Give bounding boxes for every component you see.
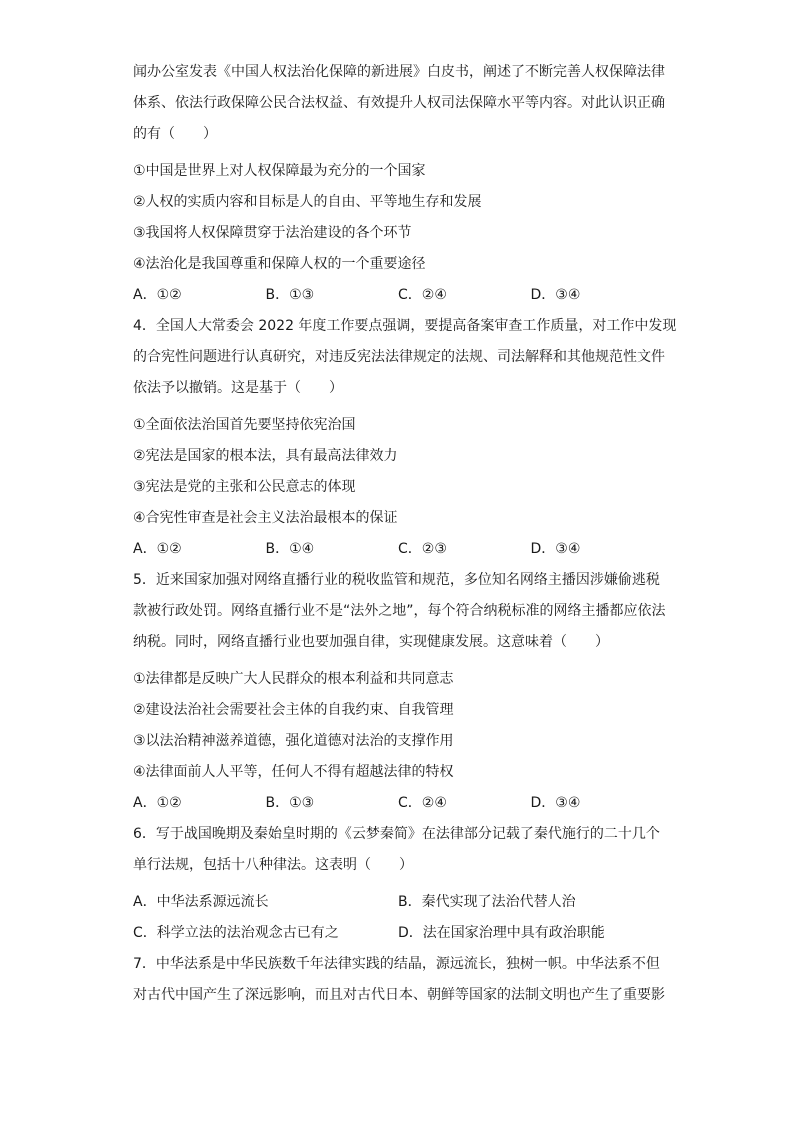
- question-4-choice-b: B．①④: [265, 541, 315, 557]
- question-5-choice-c: C．②④: [398, 795, 447, 811]
- question-5-line-2: 款被行政处罚。网络直播行业不是“法外之地”，每个符合纳税标准的网络主播都应依法: [133, 603, 666, 619]
- exam-page: [133, 62, 677, 1016]
- question-7-line-1: 7．中华法系是中华民族数千年法律实践的结晶，源远流长，独树一帜。中华法系不但: [133, 956, 660, 972]
- question-7-line-2: 对古代中国产生了深远影响，而且对古代日本、朝鲜等国家的法制文明也产生了重要影: [133, 987, 665, 1003]
- question-4-option-1: ①全面依法治国首先要坚持依宪治国: [133, 417, 356, 433]
- question-3-option-3: ③我国将人权保障贯穿于法治建设的各个环节: [133, 225, 412, 241]
- question-3-option-2: ②人权的实质内容和目标是人的自由、平等地生存和发展: [133, 194, 482, 210]
- question-4: [133, 316, 677, 570]
- question-3-choice-d: D．③④: [530, 287, 581, 303]
- question-5-option-4: ④法律面前人人平等，任何人不得有超越法律的特权: [133, 764, 454, 780]
- question-6-line-2: 单行法规，包括十八种律法。这表明（ ）: [133, 857, 413, 873]
- question-3-choices: [133, 285, 663, 316]
- question-4-option-3: ③宪法是党的主张和公民意志的体现: [133, 479, 356, 495]
- question-6-choices-row-2: [133, 923, 663, 954]
- question-3-line-1: 闻办公室发表《中国人权法治化保障的新进展》白皮书，阐述了不断完善人权保障法律: [133, 64, 665, 80]
- question-5-option-3: ③以法治精神滋养道德，强化道德对法治的支撑作用: [133, 733, 454, 749]
- question-4-option-4: ④合宪性审查是社会主义法治最根本的保证: [133, 510, 398, 526]
- question-6-choice-d: D．法在国家治理中具有政治职能: [398, 925, 605, 941]
- question-6: [133, 824, 663, 954]
- question-5-line-3: 纳税。同时，网络直播行业也要加强自律，实现健康发展。这意味着（ ）: [133, 634, 609, 650]
- question-5-option-2: ②建设法治社会需要社会主体的自我约束、自我管理: [133, 702, 454, 718]
- question-4-line-1: 4．全国人大常委会 2022 年度工作要点强调，要提高备案审查工作质量，对工作中发现: [133, 318, 677, 334]
- question-4-option-2: ②宪法是国家的根本法，具有最高法律效力: [133, 448, 398, 464]
- question-5-choice-b: B．①③: [265, 795, 315, 811]
- question-3-choice-b: B．①③: [265, 287, 315, 303]
- question-4-choice-a: A．①②: [133, 541, 182, 557]
- question-5-line-1: 5．近来国家加强对网络直播行业的税收监管和规范，多位知名网络主播因涉嫌偷逃税: [133, 572, 660, 588]
- question-6-choice-b: B．秦代实现了法治代替人治: [398, 894, 576, 910]
- question-5-option-1: ①法律都是反映广大人民群众的根本利益和共同意志: [133, 671, 454, 687]
- question-6-choices-row-1: [133, 892, 663, 923]
- question-4-choices: [133, 539, 663, 570]
- question-4-line-2: 的合宪性问题进行认真研究，对违反宪法法律规定的法规、司法解释和其他规范性文件: [133, 349, 665, 365]
- question-6-line-1: 6．写于战国晚期及秦始皇时期的《云梦秦简》在法律部分记载了秦代施行的二十几个: [133, 826, 660, 842]
- question-5-choice-a: A．①②: [133, 795, 182, 811]
- question-6-choice-c: C．科学立法的法治观念古已有之: [133, 925, 339, 941]
- question-6-choice-a: A．中华法系源远流长: [133, 894, 269, 910]
- question-5-choices: [133, 793, 663, 824]
- question-3-option-1: ①中国是世界上对人权保障最为充分的一个国家: [133, 163, 426, 179]
- question-7: [133, 954, 663, 1016]
- question-3: [133, 62, 663, 316]
- question-4-choice-c: C．②③: [398, 541, 447, 557]
- question-3-choice-a: A．①②: [133, 287, 182, 303]
- question-4-choice-d: D．③④: [530, 541, 581, 557]
- question-3-choice-c: C．②④: [398, 287, 447, 303]
- question-3-option-4: ④法治化是我国尊重和保障人权的一个重要途径: [133, 256, 426, 272]
- question-3-line-3: 的有（ ）: [133, 126, 217, 142]
- question-5: [133, 570, 666, 824]
- question-5-choice-d: D．③④: [530, 795, 581, 811]
- question-3-line-2: 体系、依法行政保障公民合法权益、有效提升人权司法保障水平等内容。对此认识正确: [133, 95, 665, 111]
- question-4-line-3: 依法予以撤销。这是基于（ ）: [133, 380, 343, 396]
